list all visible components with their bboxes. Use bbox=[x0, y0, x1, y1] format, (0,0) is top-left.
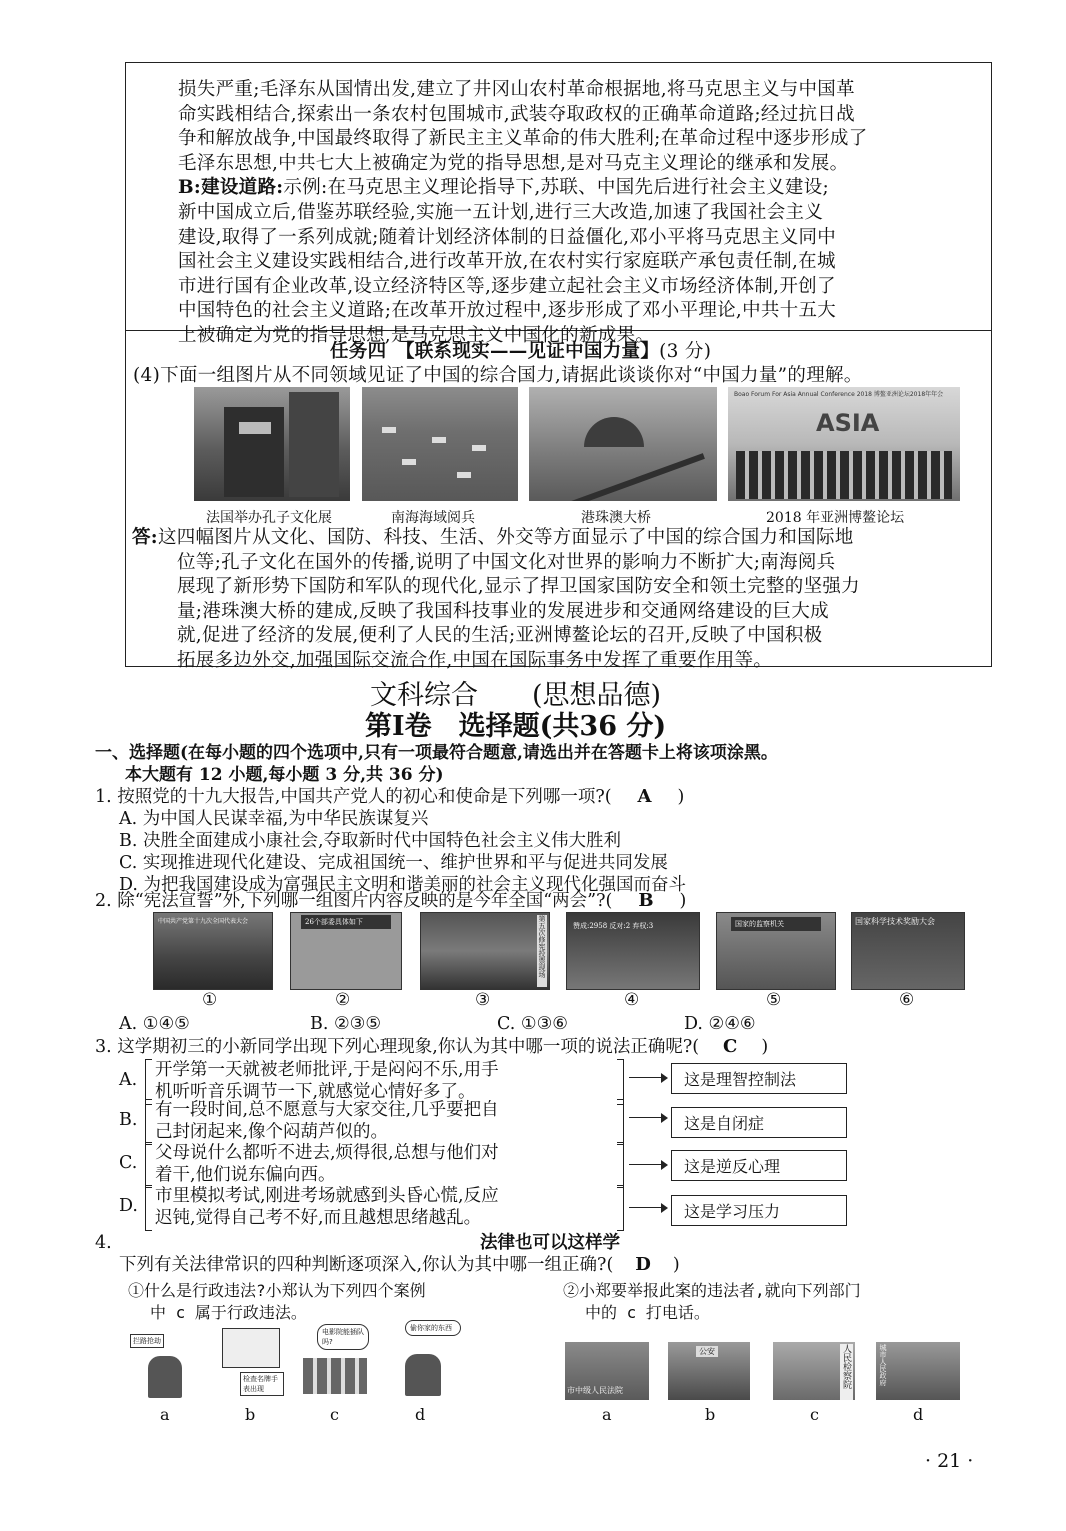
cartoon-bubble: 电影院能插队吗? bbox=[317, 1324, 369, 1350]
thumb-text: 26个部委具体如下 bbox=[301, 915, 391, 929]
q3-conclusion-box: 这是逆反心理 bbox=[671, 1150, 847, 1181]
para-b-first: 示例:在马克思主义理论指导下,苏联、中国先后进行社会主义建设; bbox=[283, 177, 830, 199]
q2-option-b: B. ②③⑤ bbox=[310, 1014, 382, 1034]
text-line: 拓展多边外交,加强国际交流合作,中国在国际事务中发挥了重要作用等。 bbox=[177, 649, 773, 671]
text-line: 市进行国有企业改革,设立经济特区等,逐步建立起社会主义市场经济体制,开创了 bbox=[178, 275, 836, 297]
q3-item-text bbox=[155, 1099, 499, 1143]
q2-stem-text: 2. 除“宪法宣誓”外,下列哪一组图片内容反映的是今年全国“两会”?( bbox=[95, 891, 613, 911]
q3-item-line: 迟钝,觉得自己考不好,而且越想思绪越乱。 bbox=[155, 1208, 482, 1228]
text-line: 建设,取得了一系列成就;随着计划经济体制的日益僵化,邓小平将马克思主义同中 bbox=[178, 226, 837, 248]
q3-conclusion-box: 这是理智控制法 bbox=[671, 1063, 847, 1094]
text-line: 量;港珠澳大桥的建成,反映了我国科技事业的发展进步和交通网络建设的巨大成 bbox=[177, 600, 829, 622]
boao-banner: Boao Forum For Asia Annual Conference 2018 博鳌亚洲论坛2018年年会 bbox=[734, 391, 944, 398]
q1-option-c: C. 实现推进现代化建设、完成祖国统一、维护世界和平与促进共同发展 bbox=[119, 853, 668, 873]
cartoon-label: b bbox=[245, 1405, 256, 1424]
cartoon-bubble: 拦路抢劫 bbox=[130, 1334, 164, 1348]
arrow-icon bbox=[629, 1164, 665, 1165]
q4-left-statement bbox=[128, 1280, 426, 1324]
q4-close: ) bbox=[672, 1255, 680, 1275]
q4-right-line: ②小郑要举报此案的违法者,就向下列部门 bbox=[563, 1281, 861, 1300]
q3-close: ) bbox=[761, 1037, 769, 1057]
cartoon-d bbox=[385, 1318, 463, 1398]
q2-thumb-6 bbox=[851, 912, 965, 990]
photo-government bbox=[876, 1342, 960, 1400]
q2-thumb-5 bbox=[716, 912, 836, 990]
q3-item-line: 开学第一天就被老师批评,于是闷闷不乐,用手 bbox=[155, 1060, 499, 1080]
q2-thumb-2 bbox=[290, 912, 402, 990]
q1-answer: A bbox=[637, 786, 652, 807]
photo-hzmb-bridge bbox=[529, 387, 717, 501]
q4-stem-text: 下列有关法律常识的四种判断逐项深入,你认为其中哪一组正确?( bbox=[119, 1255, 614, 1275]
photo-caption: 南海海域阅兵 bbox=[391, 510, 475, 526]
q3-stem bbox=[95, 1036, 768, 1058]
cartoon-b bbox=[212, 1322, 288, 1398]
text-line: 新中国成立后,借鉴苏联经验,实施一五计划,进行三大改造,加速了我国社会主义 bbox=[178, 201, 824, 223]
building-label: d bbox=[913, 1405, 924, 1424]
question-4-prompt: (4)下面一组图片从不同领域见证了中国的综合国力,请据此谈谈你对“中国力量”的理解。 bbox=[133, 365, 863, 386]
right-bracket bbox=[617, 1142, 624, 1188]
q4-left-line: 中 c 属于行政违法。 bbox=[150, 1303, 307, 1322]
building-label: c bbox=[810, 1405, 819, 1424]
q2-thumb-num: ⑤ bbox=[766, 990, 782, 1010]
cartoon-bubble: 偷你家的东西 bbox=[405, 1320, 461, 1336]
answer-paragraph bbox=[132, 526, 860, 674]
q3-item-text bbox=[155, 1185, 499, 1229]
text-line bbox=[132, 526, 860, 551]
q1-option-b: B. 决胜全面建成小康社会,夺取新时代中国特色社会主义伟大胜利 bbox=[119, 831, 622, 851]
instructions-line-1: 一、选择题(在每小题的四个选项中,只有一项最符合题意,请选出并在答题卡上将该项涂黑。 bbox=[95, 743, 778, 763]
q3-item-text bbox=[155, 1059, 499, 1103]
q2-thumb-num: ④ bbox=[624, 990, 640, 1010]
thumb-text: 国家的监察机关 bbox=[731, 917, 821, 931]
q3-conclusion-box: 这是自闭症 bbox=[671, 1107, 847, 1138]
q2-thumb-num: ③ bbox=[475, 990, 491, 1010]
building-sign: 城市人民政府 bbox=[879, 1344, 887, 1386]
arrow-head-icon bbox=[661, 1160, 668, 1170]
q2-thumb-4 bbox=[566, 912, 700, 990]
cartoon-bubble: 检查名牌手表出现 bbox=[240, 1372, 284, 1396]
instructions-line-2: 本大题有 12 小题,每小题 3 分,共 36 分) bbox=[125, 765, 444, 785]
q3-item-d bbox=[119, 1185, 859, 1231]
q4-right-line: 中的 c 打电话。 bbox=[585, 1303, 710, 1322]
task4-heading bbox=[330, 340, 711, 365]
q2-option-d: D. ②④⑥ bbox=[684, 1014, 756, 1034]
q3-item-letter: C. bbox=[119, 1153, 138, 1173]
text-line: 争和解放战争,中国最终取得了新民主主义革命的伟大胜利;在革命过程中逐步形成了 bbox=[178, 128, 868, 150]
q3-item-letter: A. bbox=[119, 1070, 138, 1090]
q2-close: ) bbox=[679, 891, 687, 911]
text-line bbox=[178, 176, 868, 201]
answer-first: 这四幅图片从文化、国防、科技、生活、外交等方面显示了中国的综合国力和国际地 bbox=[157, 527, 854, 548]
q3-item-b bbox=[119, 1099, 859, 1145]
q1-options bbox=[119, 808, 686, 896]
text-line: 毛泽东思想,中共七大上被确定为党的指导思想,是对马克主义理论的继承和发展。 bbox=[178, 152, 849, 174]
arrow-head-icon bbox=[661, 1073, 668, 1083]
photo-caption: 港珠澳大桥 bbox=[581, 510, 651, 526]
arrow-icon bbox=[629, 1207, 665, 1208]
q3-item-line: 有一段时间,总不愿意与大家交往,几乎要把自 bbox=[155, 1100, 499, 1120]
q3-item-letter: B. bbox=[119, 1110, 138, 1130]
building-label: b bbox=[705, 1405, 716, 1424]
building-sign: 市中级人民法院 bbox=[567, 1386, 623, 1395]
q1-option-a: A. 为中国人民谋幸福,为中华民族谋复兴 bbox=[119, 809, 429, 829]
q4-stem bbox=[119, 1254, 680, 1276]
q1-stem-text: 1. 按照党的十九大报告,中国共产党人的初心和使命是下列哪一项?( bbox=[95, 787, 612, 807]
q3-item-text bbox=[155, 1142, 499, 1186]
building-sign: 人民检察院 bbox=[840, 1344, 853, 1400]
q2-stem bbox=[95, 890, 686, 912]
q4-number: 4. bbox=[95, 1233, 112, 1253]
cartoon-a bbox=[130, 1330, 200, 1400]
q3-item-line: 着干,他们说东偏向西。 bbox=[155, 1165, 336, 1185]
thumb-text: 赞成:2958 反对:2 弃权:3 bbox=[573, 922, 654, 930]
thumb-text: 国家科学技术奖励大会 bbox=[855, 917, 935, 926]
q2-thumb-num: ① bbox=[202, 990, 218, 1010]
q2-thumb-3 bbox=[420, 912, 550, 990]
right-bracket bbox=[617, 1099, 624, 1145]
section-subtitle: 第Ⅰ卷 选择题(共36 分) bbox=[365, 711, 667, 742]
cartoon-label: c bbox=[330, 1405, 339, 1424]
q2-option-a: A. ①④⑤ bbox=[119, 1014, 190, 1034]
q1-option-d: D. 为把我国建设成为富强民主文明和谐美丽的社会主义现代化强国而奋斗 bbox=[119, 875, 687, 895]
thumb-text: 第五次修宪投票现场 bbox=[537, 915, 547, 987]
photo-caption: 法国举办孔子文化展 bbox=[206, 510, 332, 526]
q3-item-letter: D. bbox=[119, 1196, 138, 1216]
q4-heading: 法律也可以这样学 bbox=[480, 1233, 620, 1253]
arrow-head-icon bbox=[661, 1203, 668, 1213]
q1-stem bbox=[95, 786, 684, 808]
photo-confucius-exhibit bbox=[194, 387, 350, 501]
task4-title: 任务四 【联系现实——见证中国力量】 bbox=[330, 341, 660, 362]
q1-close: ) bbox=[677, 787, 685, 807]
task4-score: (3 分) bbox=[659, 341, 712, 362]
section-title: 文科综合 (思想品德) bbox=[370, 680, 662, 711]
photo-caption: 2018 年亚洲博鳌论坛 bbox=[766, 510, 905, 526]
left-bracket bbox=[145, 1099, 152, 1145]
q3-item-line: 己封闭起来,像个闷葫芦似的。 bbox=[155, 1122, 389, 1142]
right-bracket bbox=[617, 1185, 624, 1231]
text-line: 损失严重;毛泽东从国情出发,建立了井冈山农村革命根据地,将马克思主义与中国革 bbox=[178, 79, 855, 100]
cartoon-label: d bbox=[415, 1405, 426, 1424]
q3-answer: C bbox=[723, 1036, 738, 1057]
text-line: 位等;孔子文化在国外的传播,说明了中国文化对世界的影响力不断扩大;南海阅兵 bbox=[177, 551, 836, 573]
paragraph-revolution bbox=[178, 78, 868, 349]
photo-procuratorate bbox=[773, 1342, 855, 1400]
q2-thumb-1 bbox=[153, 912, 273, 990]
left-bracket bbox=[145, 1142, 152, 1188]
q4-right-statement bbox=[563, 1280, 861, 1324]
q3-conclusion-box: 这是学习压力 bbox=[671, 1195, 847, 1226]
text-line: 就,促进了经济的发展,便利了人民的生活;亚洲博鳌论坛的召开,反映了中国积极 bbox=[177, 625, 823, 647]
q2-answer: B bbox=[638, 890, 654, 911]
answer-label: 答: bbox=[132, 527, 158, 548]
q4-answer: D bbox=[635, 1254, 651, 1275]
q3-item-line: 市里模拟考试,刚进考场就感到头昏心慌,反应 bbox=[155, 1186, 499, 1206]
q2-thumb-num: ② bbox=[335, 990, 351, 1010]
arrow-head-icon bbox=[661, 1113, 668, 1123]
text-line: 命实践相结合,探索出一条农村包围城市,武装夺取政权的正确革命道路;经过抗日战 bbox=[178, 103, 855, 125]
q3-item-line: 机听听音乐调节一下,就感觉心情好多了。 bbox=[155, 1082, 476, 1102]
q3-stem-text: 3. 这学期初三的小新同学出现下列心理现象,你认为其中哪一项的说法正确呢?( bbox=[95, 1037, 700, 1057]
para-b-label: B:建设道路: bbox=[178, 177, 284, 199]
photo-naval-parade bbox=[362, 387, 518, 501]
building-sign: 公安 bbox=[696, 1346, 718, 1357]
text-line: 国社会主义建设实践相结合,进行改革开放,在农村实行家庭联产承包责任制,在城 bbox=[178, 251, 836, 273]
building-label: a bbox=[602, 1405, 612, 1424]
q3-item-line: 父母说什么都听不进去,烦得很,总想与他们对 bbox=[155, 1143, 499, 1163]
arrow-icon bbox=[629, 1117, 665, 1118]
boao-logo: ASIA bbox=[816, 409, 880, 437]
arrow-icon bbox=[629, 1077, 665, 1078]
cartoon-c bbox=[297, 1322, 373, 1398]
page-number: · 21 · bbox=[925, 1450, 974, 1472]
q3-item-c bbox=[119, 1142, 859, 1188]
text-line: 展现了新形势下国防和军队的现代化,显示了捍卫国家国防安全和领土完整的坚强力 bbox=[177, 576, 860, 598]
left-bracket bbox=[145, 1185, 152, 1231]
text-line: 中国特色的社会主义道路;在改革开放过程中,逐步形成了邓小平理论,中共十五大 bbox=[178, 300, 837, 322]
text-line: 上被确定为党的指导思想,是马克思主义中国化的新成果。 bbox=[178, 324, 655, 346]
thumb-text: 中国共产党第十九次全国代表大会 bbox=[158, 918, 249, 925]
photo-police bbox=[668, 1342, 750, 1400]
cartoon-label: a bbox=[160, 1405, 170, 1424]
q4-left-line: ①什么是行政违法?小郑认为下列四个案例 bbox=[128, 1281, 426, 1300]
q2-option-c: C. ①③⑥ bbox=[497, 1014, 568, 1034]
photo-boao-forum bbox=[728, 387, 960, 501]
photo-court bbox=[565, 1342, 649, 1400]
q2-thumb-num: ⑥ bbox=[899, 990, 915, 1010]
